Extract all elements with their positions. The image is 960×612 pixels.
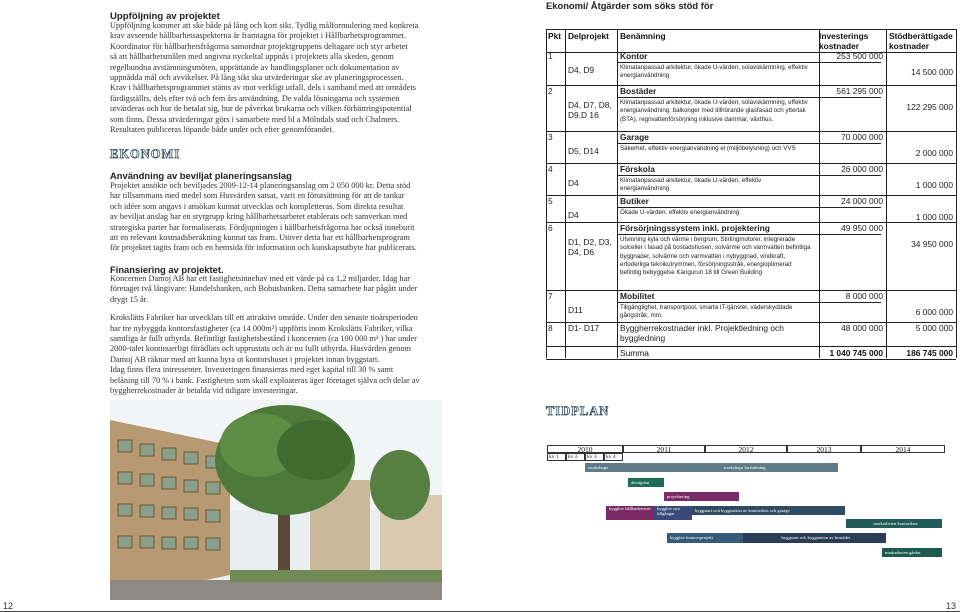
description-line: Klimatanpassad arkitektur, ökade U-värden, solavskärmning, effektiv [620,64,808,71]
task-markarbeten-gardar: markarbeten gårdar [882,548,942,557]
architecture-rendering-image [110,400,442,600]
task-markarbeten-kontor: markarbeten kontorshus [846,519,942,528]
text-line: Krokslätts Fabriker har utvecklats till ett attraktivt område. Under den senaste tioårsperioden [110,313,418,323]
paragraph-finansiering [110,274,440,396]
delprojekt-line: D11 [568,305,583,315]
description-line: Ökade U-värden, effektiv energianvändning [620,209,740,216]
header-delprojekt: Delprojekt [568,31,609,41]
row-description [620,177,820,194]
row-pkt: 1 [548,51,553,61]
delprojekt-line: D9,D 16 [568,110,599,120]
description-line: befintlig bebyggelse Kängurun 18 till Green Building [620,269,763,277]
page-number-right: 13 [946,601,957,611]
text-line: Idag finns flera intressenter. Investeringen finansieras med eget kapital till 30 % samt [110,365,394,375]
table-row [546,195,956,223]
summa-investering: 1 040 745 000 [829,348,883,358]
description-line: byggnader, solvärme och varmvatten i nybyggnad, vindkraft, [620,252,786,260]
delprojekt-line: D4 [568,178,579,188]
description-line: Utvinning kyla och värme i bergrum, Stirlingmotorer, integrerade [620,236,796,243]
description-line: Säkerhet, effektiv energianvändning el (miljöbelysning) och VVS [620,145,796,152]
table-title: Ekonomi/ Åtgärder som söks stöd för [546,0,714,11]
year-2014: 2014 [861,445,945,453]
name-underline [618,175,881,176]
text-line: Koncernen Damoj AB har ett fastighetsinnehav med ett värde på ca 1,2 miljarder. Idag har [110,274,410,283]
year-2013: 2013 [787,445,861,453]
row-investering: 561 295 000 [836,86,883,96]
row-stod: 1 000 000 [915,212,953,222]
description-line: Tillgänglighet, transportpool, smarta IT-tjänster, väderskyddade [620,304,793,311]
heading-planeringsanslag: Användning av beviljat planeringsanslag [110,170,292,181]
page-number-left: 12 [3,601,14,611]
table-row [546,131,956,164]
delprojekt-line: D4, D6 [568,247,595,257]
task-bygglov-nya: bygglov nya tillgångar [654,506,692,520]
row-name: Försörjningssystem inkl. projektering [620,223,770,233]
grid-line [956,29,957,358]
summa-stod: 186 745 000 [906,348,953,358]
task-workshops: workshops [585,463,648,472]
row-name: Byggherrekostnader inkl. Projektledning och byggledning [620,323,784,343]
name-underline [618,143,881,144]
row-pkt: 2 [548,86,553,96]
tidplan-title: TIDPLAN [546,404,610,418]
row-name: Bostäder [620,86,657,96]
description-line: energianvändning, balkonger med tillhörande glasfasad och yttertak [620,107,806,115]
header-pkt: Pkt [548,31,562,41]
row-delprojekt [568,100,612,120]
header-stod: Stödberättigade kostnader [889,31,953,51]
task-projektering: projektering [664,492,739,501]
text-line: belåning till 70 % i bank. Fastigheten som skall exploateras äger företaget själva och delar av [110,375,420,385]
summa-label: Summa [620,348,649,358]
row-stod: 6 000 000 [915,307,953,317]
paragraph-planeringsanslag [110,181,440,254]
text-line: strategiska parter har formaliserats. Fördjupningen i hållbarhetsfrågorna har också inneburit [110,222,415,232]
name-underline [618,62,881,63]
table-row [546,85,956,132]
name-underline [618,234,881,235]
text-line: Koordinator för hållbarhetsfrågorna samordnar projektgruppens deltagare och styr arbetet [110,41,408,51]
row-investering: 48 000 000 [841,323,883,333]
year-2010: 2010 [547,445,623,453]
row-stod: 1 000 000 [915,180,953,190]
summa-row [546,346,956,360]
description-line: gångstråk. mm. [620,312,663,320]
table-header [546,29,956,53]
text-line: Resultaten publiceras löpande både under och efter genomförandet. [110,125,334,135]
row-delprojekt [568,146,599,156]
task-workshops-fortsattning: workshops fortsättning [648,463,838,472]
table-row [546,222,956,291]
row-pkt: 5 [548,196,553,206]
description-line: Klimatanpassad arkitektur, ökade U-värden, effektiv [620,177,762,184]
row-stod: 34 950 000 [911,239,953,249]
row-pkt: 3 [548,132,553,142]
row-delprojekt [568,210,579,220]
description-line: energianvändning [620,72,670,80]
name-underline [618,97,881,98]
description-line: energianvändning [620,185,670,193]
row-pkt: 6 [548,223,553,233]
table-row [546,163,956,196]
row-name: Kontor [620,51,648,61]
row-stod: 5 000 000 [915,323,953,333]
paragraph-gap [110,305,440,313]
paragraph-uppfoljning [110,21,440,135]
row-description [620,64,820,81]
task-bygglov-hallbarhet: bygglov hållbarhetsutv [606,506,654,520]
text-line: krav avseende hållbarhetsaspekterna är framtagna för projektet i Hållbarhetsprogrammet. [110,31,407,41]
table-row [546,51,956,85]
row-delprojekt [568,305,583,315]
heading-uppfoljning: Uppföljning av projektet [110,11,220,22]
delprojekt-line: D1, D2, D3, [568,237,612,247]
delprojekt-line: D4 [568,210,579,220]
row-pkt: 4 [548,164,553,174]
task-byggstart-bostader: byggstart och byggnation av bostäder [743,533,886,543]
text-line: företaget två långivare: Handelsbanken, och Bohusbanken. Detta samarbete har pågått under [110,284,418,294]
quarter-1: kv 1 [547,453,566,461]
row-name: Förskola [620,164,655,174]
delprojekt-line: D4, D7, D8, [568,100,612,110]
quarter-3: kv 3 [585,453,604,461]
row-investering: 24 000 000 [841,196,883,206]
table-row [546,322,956,347]
name-underline [618,302,881,303]
row-pkt: 8 [548,323,553,333]
text-line: Krav i hållbarhetsprogrammet stäms av mot verkligt utfall, dels i samband med att områdets [110,83,416,93]
delprojekt-line: D1- D17 [568,323,600,333]
header-benamning: Benämning [620,31,666,41]
text-line: 2000-talet kontinuerligt förädlats och upprustats och är nu fullt uthyrda. Husvärden genom [110,344,411,354]
text-line: Uppföljning kommer att ske både på lång och kort sikt. Tydlig målformulering med konkreta [110,21,419,30]
text-line: har tillsammans med medel som Husvärden satsat, varit en förutsättning för att de tankar [110,191,405,201]
row-investering: 49 950 000 [841,223,883,233]
row-delprojekt [568,323,599,333]
description-line: Klimatanpassad arkitektur, ökade U-värden, solavskärmning, effektiv [620,99,808,106]
heading-finansiering: Finansiering av projektet. [110,264,224,275]
year-2011: 2011 [623,445,705,453]
text-line: uppnådda mål och avvikelser. På lång sikt ska utvärderingar ske av planeringsprocessen. [110,73,404,83]
row-description [620,304,820,321]
quarter-4: kv 4 [604,453,623,461]
text-line: samtliga är fullt uthyrda. Befintligt fastighetsbestånd i koncernen (ca 100 000 m² ) har under [110,334,417,344]
row-description [620,145,820,153]
row-description [620,236,820,277]
task-bygglov-kontorsprojekt: bygglov kontorsprojekt [667,533,743,543]
row-investering: 70 000 000 [841,132,883,142]
text-line: och idéer som angavs i ansökan kunnat utvecklas och kompletteras. Som direkta resultat [110,201,404,211]
text-line: regelbundna avstämningsmöten, upprättande av handlingsplaner och dokumentation av [110,62,400,72]
row-delprojekt [568,178,579,188]
text-line: har tre nybyggda kontorsfastigheter (ca 14 000m²) uppförts inom Krokslätts Fabriker, vilka [110,323,413,333]
text-line: byggherrekostnader är betalda vid tidigare investeringar. [110,386,298,396]
delprojekt-line: D5, D14 [568,146,599,156]
text-line: så att hållbarhetsmålen med angivna nyckeltal uppnås i projektets alla skeden, genom [110,52,394,62]
row-investering: 26 000 000 [841,164,883,174]
row-stod: 14 500 000 [911,67,953,77]
row-stod: 2 000 000 [915,148,953,158]
row-description [620,99,820,124]
text-line: som finns. Dessa utvärderingar görs i samarbete med bl a Mölndals stad och Chalmers. [110,114,400,124]
description-line: solceller i fasad på bostadshusen, solvärme och varmvatten befintliga [620,244,811,252]
header-investering: Investerings kostnader [819,31,869,51]
task-byggstart-kontor: byggstart och byggnation av kontorshus och garage [692,506,845,515]
ekonomi-title: EKONOMI [110,147,181,161]
text-line: utvärderas och hur de betalat sig, hur de påverkat brukarna och vilken förbättringspotential [110,104,412,114]
text-line: att en relevant kostnadsberäkning kunnat tas fram. Utöver detta har ett hållbarhetsprogram [110,233,410,243]
row-stod: 122 295 000 [906,102,953,112]
description-line: erfoderliga teknikutrymmen, försörjningsstråk, energioptimerad [620,260,792,268]
row-investering: 253 500 000 [836,51,883,61]
quarter-2: kv 2 [566,453,585,461]
text-line: Damoj AB räknar med att kunna hyra ut kontorshuset i projektet innan byggstart. [110,354,380,364]
row-name: Butiker [620,196,649,206]
name-underline [618,207,881,208]
text-line: Projektet ansökte och beviljades 2009-12-14 planeringsanslag om 2 050 000 kr. Detta stöd [110,181,411,190]
row-delprojekt [568,237,612,257]
row-name: Garage [620,132,649,142]
text-line: för projektet tagits fram och en hemsida för information och kunskapsutbyte har publicerats. [110,243,417,253]
row-description [620,209,820,217]
text-line: drygt 15 år. [110,294,149,304]
task-detaljplan: detaljplan [628,478,664,487]
description-line: (BTA), regnvattenförsörjning inklusive dammar, växthus. [620,115,774,123]
delprojekt-line: D4, D9 [568,65,595,75]
text-line: färdigställts, dels efter två och fem års användning. De valda lösningarna och systemen [110,93,400,103]
row-delprojekt [568,65,594,75]
year-2012: 2012 [705,445,787,453]
text-line: av beviljat anslag har en styrgrupp kring hållbarhetsarbetet etablerats och samverkan med [110,212,408,222]
table-row [546,290,956,323]
row-investering: 8 000 000 [845,291,883,301]
row-pkt: 7 [548,291,553,301]
row-name: Mobilitet [620,291,655,301]
